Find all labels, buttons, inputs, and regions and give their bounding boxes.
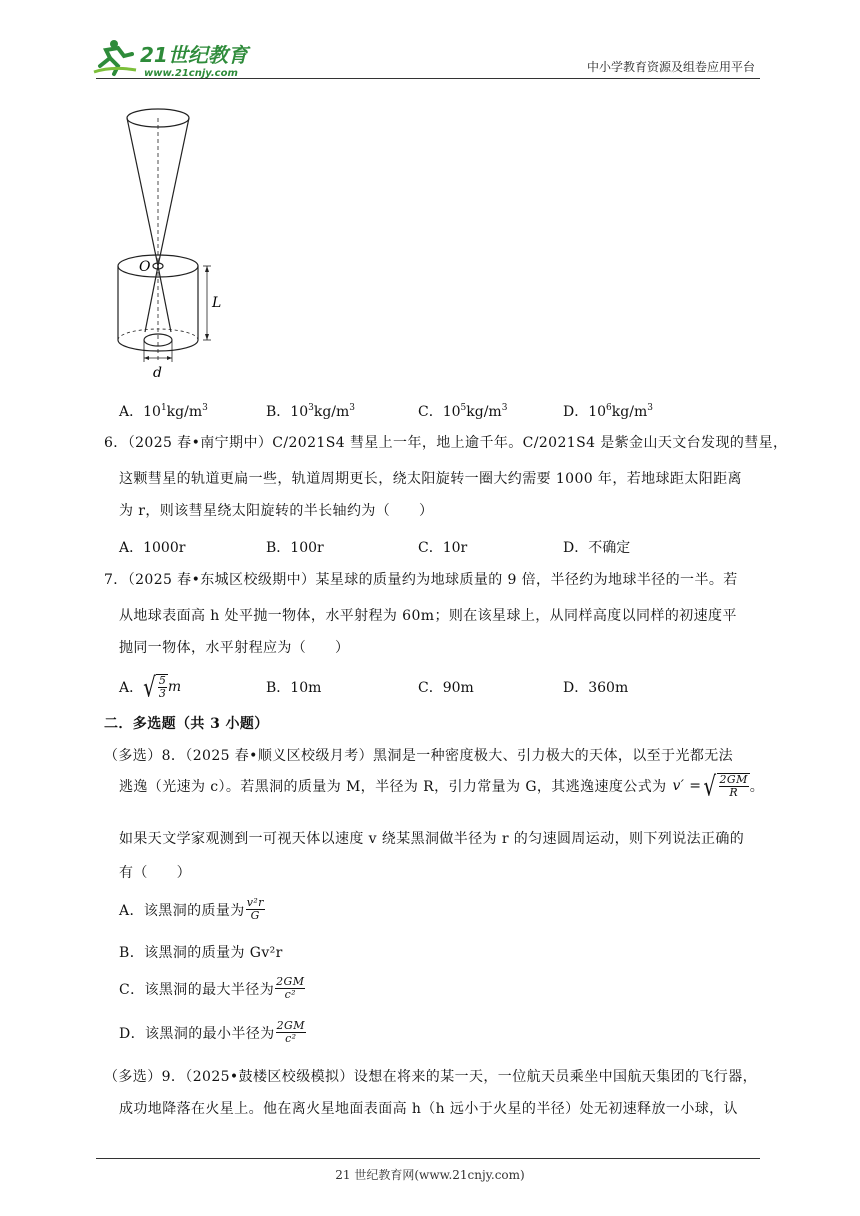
label-O: O <box>139 259 151 275</box>
q8-line-4: 有（ ） <box>119 865 191 881</box>
q5-option-c[interactable]: C．$10^5kg/m^3$ <box>418 403 508 420</box>
q8-option-b[interactable]: B．该黑洞的质量为 Gv²r <box>119 945 283 961</box>
header-divider <box>96 78 760 79</box>
q8-line-1: （多选）8．（2025 春•顺义区校级月考）黑洞是一种密度极大、引力极大的天体，以至于光都无法 <box>104 748 734 764</box>
runner-logo-icon <box>94 40 136 74</box>
q7-line-1: 7．（2025 春•东城区校级期中）某星球的质量约为地球质量的 9 倍，半径约为地球半径的一半。若 <box>104 572 738 588</box>
q5-option-b[interactable]: B．$10^3kg/m^3$ <box>266 403 356 420</box>
q9-line-2: 成功地降落在火星上。他在离火星地面表面高 h（h 远小于火星的半径）处无初速释放一小球，认 <box>119 1101 738 1117</box>
site-logo <box>92 36 262 80</box>
footer-site-text: 21 世纪教育网(www.21cnjy.com) <box>335 1168 525 1182</box>
label-d: d <box>153 365 162 381</box>
q7-line-3: 抛同一物体，水平射程应为（ ） <box>119 640 350 656</box>
q9-line-1: （多选）9．（2025•鼓楼区校级模拟）设想在将来的某一天，一位航天员乘坐中国航天集团的飞行器， <box>104 1069 757 1085</box>
q7-option-d[interactable]: D．360m <box>563 680 629 696</box>
q6-option-d[interactable]: D．不确定 <box>563 540 631 556</box>
q7-option-c[interactable]: C．90m <box>418 680 474 696</box>
section-multi-choice-title: 二．多选题（共 3 小题） <box>104 716 269 732</box>
q6-options <box>119 537 630 557</box>
q6-line-3: 为 r，则该彗星绕太阳旋转的半长轴约为（ ） <box>119 503 434 519</box>
q8-option-a[interactable]: A．该黑洞的质量为 $\frac{\text{v²r}}{G}$ <box>119 896 264 922</box>
q7-option-a[interactable]: A． √ $\frac{5}{3}$ m <box>119 670 182 704</box>
q7-line-2: 从地球表面高 h 处平抛一物体，水平射程为 60m；则在该星球上，从同样高度以同样的初速度平 <box>119 608 737 624</box>
q8-option-c[interactable]: C．该黑洞的最大半径为 $\frac{2GM}{\text{c²}}$ <box>119 975 305 1001</box>
q5-option-d[interactable]: D．$10^6kg/m^3$ <box>563 403 653 420</box>
q6-line-1: 6．（2025 春•南宁期中）C/2021S4 彗星上一年，地上逾千年。C/2021S4 是紫金山天文台发现的彗星， <box>104 435 788 451</box>
cone-cylinder-figure <box>105 100 230 390</box>
footer-divider <box>96 1158 760 1159</box>
q6-option-b[interactable]: B．100r <box>266 540 324 556</box>
q7-options <box>119 670 629 704</box>
q8-line-2: 逃逸（光速为 c）。若黑洞的质量为 M，半径为 R，引力常量为 G，其逃逸速度公式为 v′ = √ $\frac{2GM}{R}$ 。 <box>119 769 765 803</box>
q6-option-a[interactable]: A．1000r <box>119 540 186 556</box>
q6-line-2: 这颗彗星的轨道更扁一些，轨道周期更长，绕太阳旋转一圈大约需要 1000 年，若地球距太阳距离 <box>119 471 742 487</box>
logo-url: www.21cnjy.com <box>144 68 238 79</box>
header-platform-text: 中小学教育资源及组卷应用平台 <box>586 60 755 74</box>
q7-option-b[interactable]: B．10m <box>266 680 322 696</box>
q5-options <box>119 401 653 421</box>
label-L: L <box>212 295 222 311</box>
logo-text: 21世纪教育 <box>140 43 248 67</box>
q8-line-3: 如果天文学家观测到一可视天体以速度 v 绕某黑洞做半径为 r 的匀速圆周运动，则下列说法正确的 <box>119 831 745 847</box>
q6-option-c[interactable]: C．10r <box>418 540 468 556</box>
q5-option-a[interactable]: A．$10^1kg/m^3$ <box>119 403 208 420</box>
q8-option-d[interactable]: D．该黑洞的最小半径为 $\frac{2GM}{\text{c²}}$ <box>119 1019 305 1045</box>
